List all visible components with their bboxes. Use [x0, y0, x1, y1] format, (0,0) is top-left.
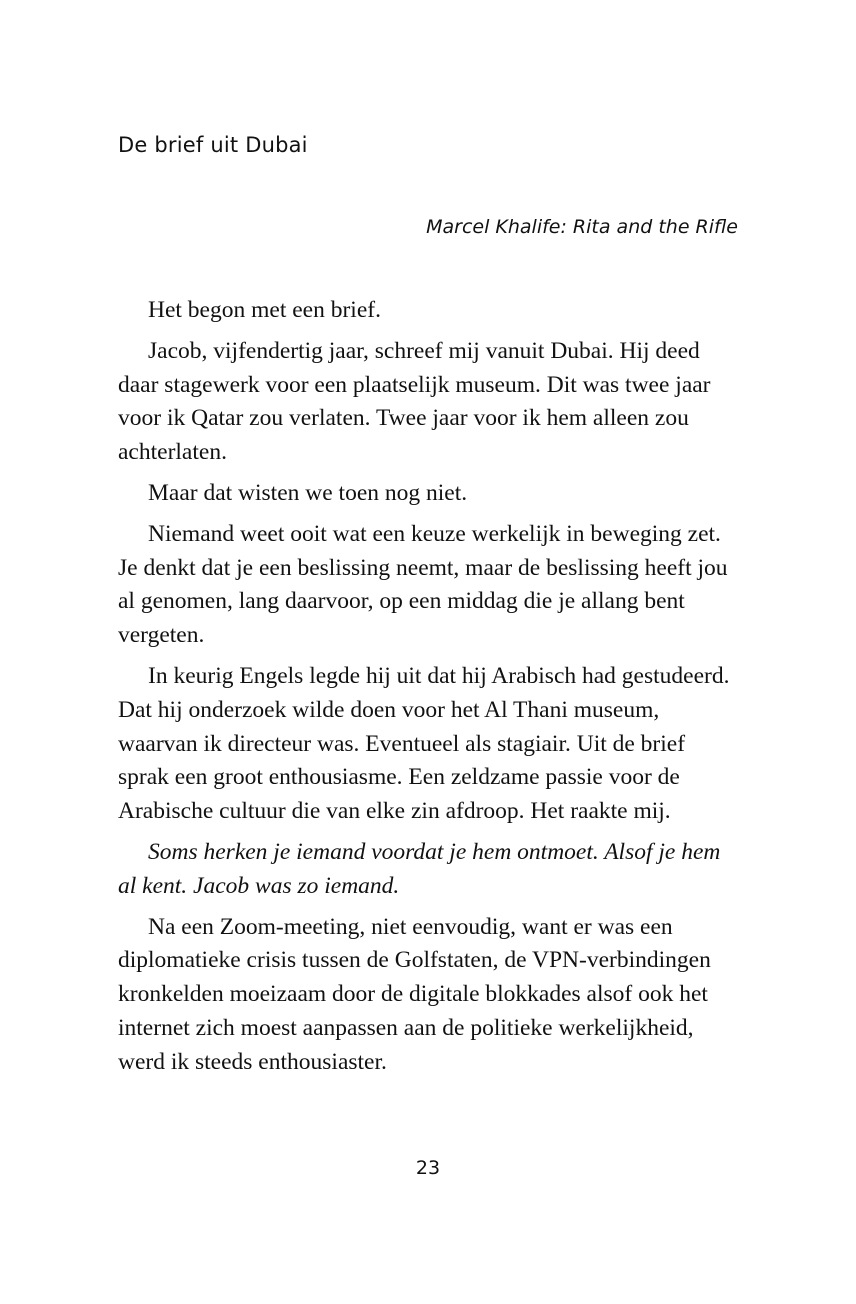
- body-text: [118, 294, 740, 1087]
- paragraph: Maar dat wisten we toen nog niet.: [148, 479, 468, 506]
- paragraph: Niemand weet ooit wat een keuze werkelijk in beweging zet. Je denkt dat je een beslissing neemt, maar de beslissing heeft jou al genomen, lang daarvoor, op een middag die je allang bent vergeten.: [118, 520, 728, 649]
- paragraph: Jacob, vijfendertig jaar, schreef mij vanuit Dubai. Hij deed daar stagewerk voor een plaatselijk museum. Dit was twee jaar voor ik Qatar zou verlaten. Twee jaar voor ik hem alleen zou achterlaten.: [118, 337, 711, 466]
- paragraph-italic: Soms herken je iemand voordat je hem ontmoet. Alsof je hem al kent. Jacob was zo iemand.: [118, 838, 721, 899]
- paragraph: Na een Zoom-meeting, niet eenvoudig, want er was een diplomatieke crisis tussen de Golfstaten, de VPN-verbindingen kronkelden moeizaam door de digitale blokkades alsof ook het internet zich moest aanpassen aan de politieke werkelijkheid, werd ik steeds enthousiaster.: [118, 913, 711, 1075]
- paragraph: Het begon met een brief.: [148, 297, 381, 323]
- chapter-title: De brief uit Dubai: [118, 133, 308, 157]
- page-number: 23: [415, 1157, 441, 1179]
- chapter-epigraph: Marcel Khalife: Rita and the Rifle: [426, 216, 738, 238]
- paragraph: In keurig Engels legde hij uit dat hij Arabisch had gestudeerd. Dat hij onderzoek wilde doen voor het Al Thani museum, waarvan ik directeur was. Eventueel als stagiair. Uit de brief sprak een groot enthousiasme. Een zeldzame passie voor de Arabische cultuur die van elke zin afdroop. Het raakte mij.: [118, 662, 730, 825]
